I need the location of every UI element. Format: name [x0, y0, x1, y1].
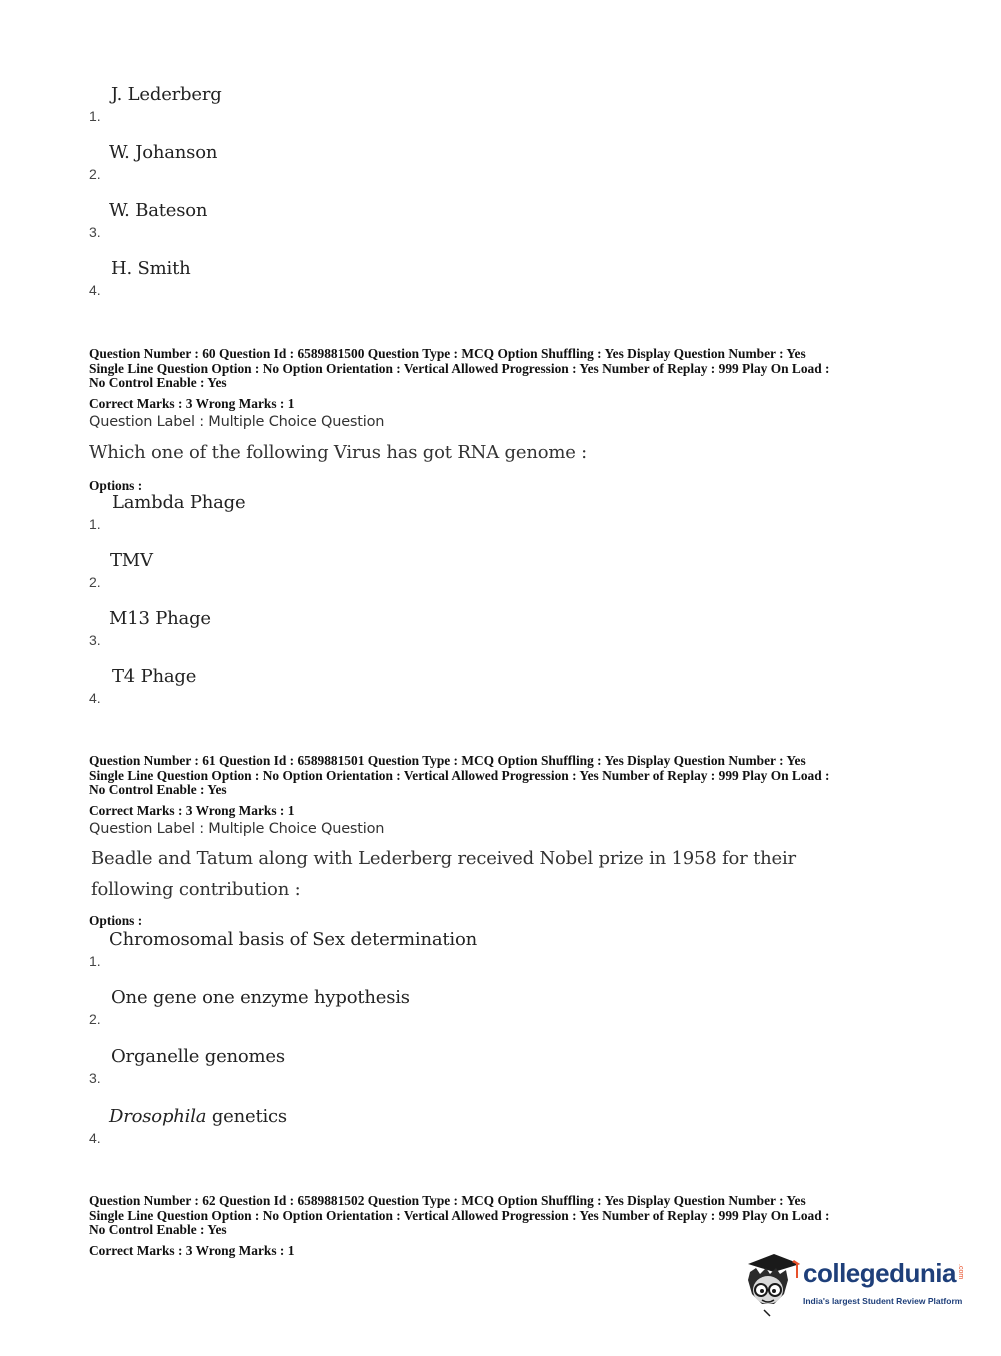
option-number: 1. — [89, 953, 101, 969]
option-text-rest: genetics — [206, 1106, 287, 1127]
meta-line: Single Line Question Option : No Option Orientation : Vertical Allowed Progression : Yes Number of Replay : 999 Play On Load : — [89, 360, 830, 376]
option-number: 3. — [89, 632, 101, 648]
option-text: Organelle genomes — [111, 1046, 285, 1067]
meta-line: Question Number : 60 Question Id : 6589881500 Question Type : MCQ Option Shuffling : Yes Display Question Number : Yes — [89, 346, 806, 361]
question-61-text — [91, 843, 796, 905]
question-line: following contribution : — [91, 879, 301, 900]
collegedunia-logo — [740, 1250, 970, 1320]
option-number: 2. — [89, 166, 101, 182]
meta-line: Single Line Question Option : No Option Orientation : Vertical Allowed Progression : Yes Number of Replay : 999 Play On Load : — [89, 767, 830, 783]
meta-line: No Control Enable : Yes — [89, 375, 227, 391]
option-text: H. Smith — [111, 258, 191, 279]
option-number: 1. — [89, 516, 101, 532]
option-text: J. Lederberg — [111, 84, 222, 105]
option-number: 1. — [89, 108, 101, 124]
mascot-icon — [740, 1250, 802, 1318]
option-text: W. Bateson — [109, 200, 208, 221]
question-60-marks: Correct Marks : 3 Wrong Marks : 1 — [89, 396, 295, 411]
option-text: One gene one enzyme hypothesis — [111, 987, 410, 1008]
option-number: 4. — [89, 1130, 101, 1146]
meta-line: No Control Enable : Yes — [89, 782, 227, 798]
question-61-label: Question Label : Multiple Choice Question — [89, 821, 385, 837]
question-62-meta — [89, 1194, 919, 1238]
option-number: 3. — [89, 224, 101, 240]
italic-term: Drosophila — [109, 1106, 207, 1127]
option-number: 4. — [89, 282, 101, 298]
option-number: 2. — [89, 1011, 101, 1027]
question-60-text: Which one of the following Virus has got RNA genome : — [89, 442, 588, 463]
option-number: 4. — [89, 690, 101, 706]
option-text: W. Johanson — [109, 142, 218, 163]
question-60-label: Question Label : Multiple Choice Question — [89, 414, 385, 430]
logo-tagline: India's largest Student Review Platform — [803, 1296, 963, 1306]
option-text: M13 Phage — [109, 608, 211, 629]
question-61-meta — [89, 754, 919, 798]
question-60-meta — [89, 347, 919, 391]
meta-line: Question Number : 62 Question Id : 6589881502 Question Type : MCQ Option Shuffling : Yes Display Question Number : Yes — [89, 1193, 806, 1208]
option-text — [109, 1106, 287, 1127]
option-text: Lambda Phage — [112, 492, 246, 513]
question-61-options-heading: Options : — [89, 913, 143, 928]
question-60-options-heading: Options : — [89, 478, 143, 493]
option-number: 3. — [89, 1070, 101, 1086]
meta-line: Single Line Question Option : No Option Orientation : Vertical Allowed Progression : Yes Number of Replay : 999 Play On Load : — [89, 1207, 830, 1223]
logo-brand: collegedunia — [803, 1258, 956, 1288]
option-number: 2. — [89, 574, 101, 590]
option-text: TMV — [110, 550, 153, 571]
logo-suffix: .com — [957, 1264, 964, 1280]
question-62-marks: Correct Marks : 3 Wrong Marks : 1 — [89, 1243, 295, 1258]
question-line: Beadle and Tatum along with Lederberg received Nobel prize in 1958 for their — [91, 848, 796, 869]
meta-line: Question Number : 61 Question Id : 6589881501 Question Type : MCQ Option Shuffling : Yes Display Question Number : Yes — [89, 753, 806, 768]
question-61-marks: Correct Marks : 3 Wrong Marks : 1 — [89, 803, 295, 818]
option-text: T4 Phage — [112, 666, 197, 687]
option-text: Chromosomal basis of Sex determination — [109, 929, 477, 950]
meta-line: No Control Enable : Yes — [89, 1222, 227, 1238]
